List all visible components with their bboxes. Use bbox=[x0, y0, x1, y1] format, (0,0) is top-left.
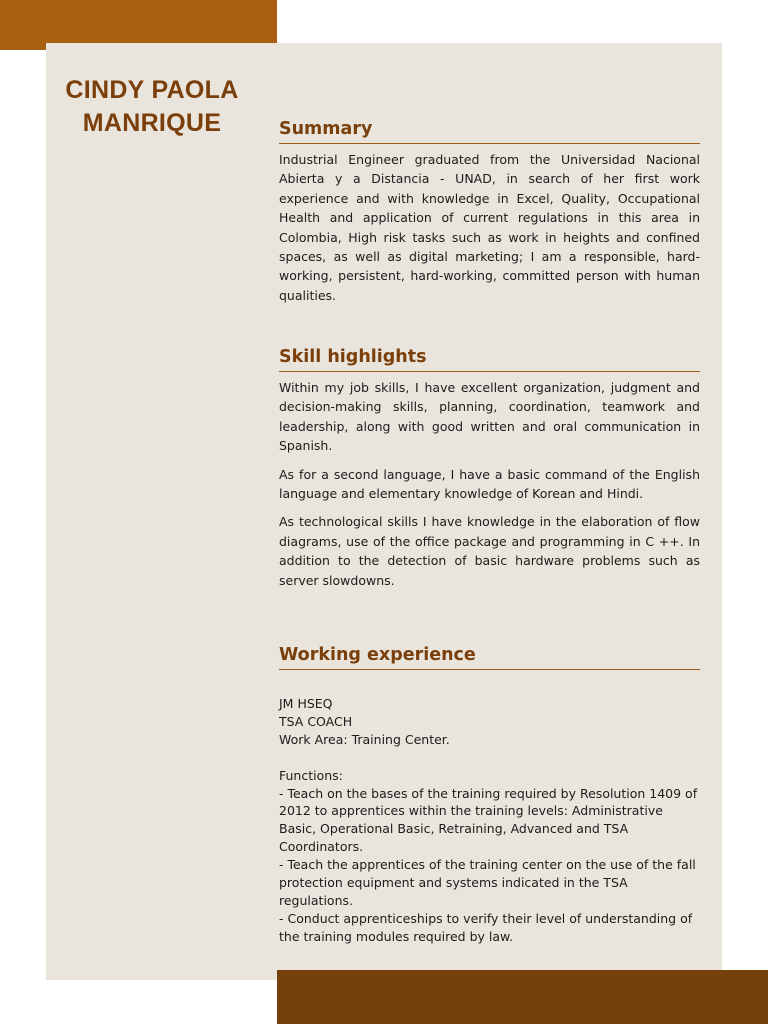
experience-function-2: - Teach the apprentices of the training center on the use of the fall protection equipment and systems indicated in the TSA regulations. bbox=[279, 857, 696, 908]
summary-section bbox=[279, 119, 700, 314]
experience-company: JM HSEQ bbox=[279, 696, 333, 711]
skills-section bbox=[279, 347, 700, 599]
skills-heading: Skill highlights bbox=[279, 347, 700, 372]
summary-body bbox=[279, 150, 700, 305]
summary-text: Industrial Engineer graduated from the Universidad Nacional Abierta y a Distancia - UNAD, in search of her first work experience and with knowledge in Excel, Quality, Occupational Health and application of current regulations in this area in Colombia, High risk tasks such as work in heights and confined spaces, as well as digital marketing; I am a responsible, hard-working, persistent, hard-working, committed person with human qualities. bbox=[279, 152, 700, 303]
candidate-name-line1: CINDY PAOLA bbox=[65, 76, 239, 104]
candidate-name bbox=[46, 74, 258, 140]
experience-heading: Working experience bbox=[279, 645, 700, 670]
skills-paragraph-2: As for a second language, I have a basic command of the English language and elementary knowledge of Korean and Hindi. bbox=[279, 466, 700, 502]
bottom-accent-bar bbox=[277, 970, 768, 1024]
candidate-name-line2: MANRIQUE bbox=[82, 109, 222, 137]
experience-function-1: - Teach on the bases of the training required by Resolution 1409 of 2012 to apprentices within the training levels: Administrative Basic, Operational Basic, Retraining, Advanced and TSA Coordinators. bbox=[279, 785, 698, 855]
experience-section bbox=[279, 645, 700, 946]
skills-body bbox=[279, 378, 700, 590]
experience-role: TSA COACH bbox=[279, 713, 353, 729]
experience-body bbox=[279, 695, 700, 946]
skills-paragraph-3: As technological skills I have knowledge in the elaboration of flow diagrams, use of the office package and programming in C ++. In addition to the detection of basic hardware problems such as server slowdowns. bbox=[279, 514, 700, 588]
experience-spacer bbox=[279, 749, 700, 767]
summary-heading: Summary bbox=[279, 119, 700, 144]
experience-work-area: Work Area: Training Center. bbox=[279, 731, 450, 747]
experience-functions-label: Functions: bbox=[279, 767, 343, 783]
skills-paragraph-1: Within my job skills, I have excellent organization, judgment and decision-making skills, planning, coordination, teamwork and leadership, along with good written and oral communication in Spanish. bbox=[279, 380, 700, 454]
experience-function-3: - Conduct apprenticeships to verify their level of understanding of the training modules required by law. bbox=[279, 910, 693, 944]
